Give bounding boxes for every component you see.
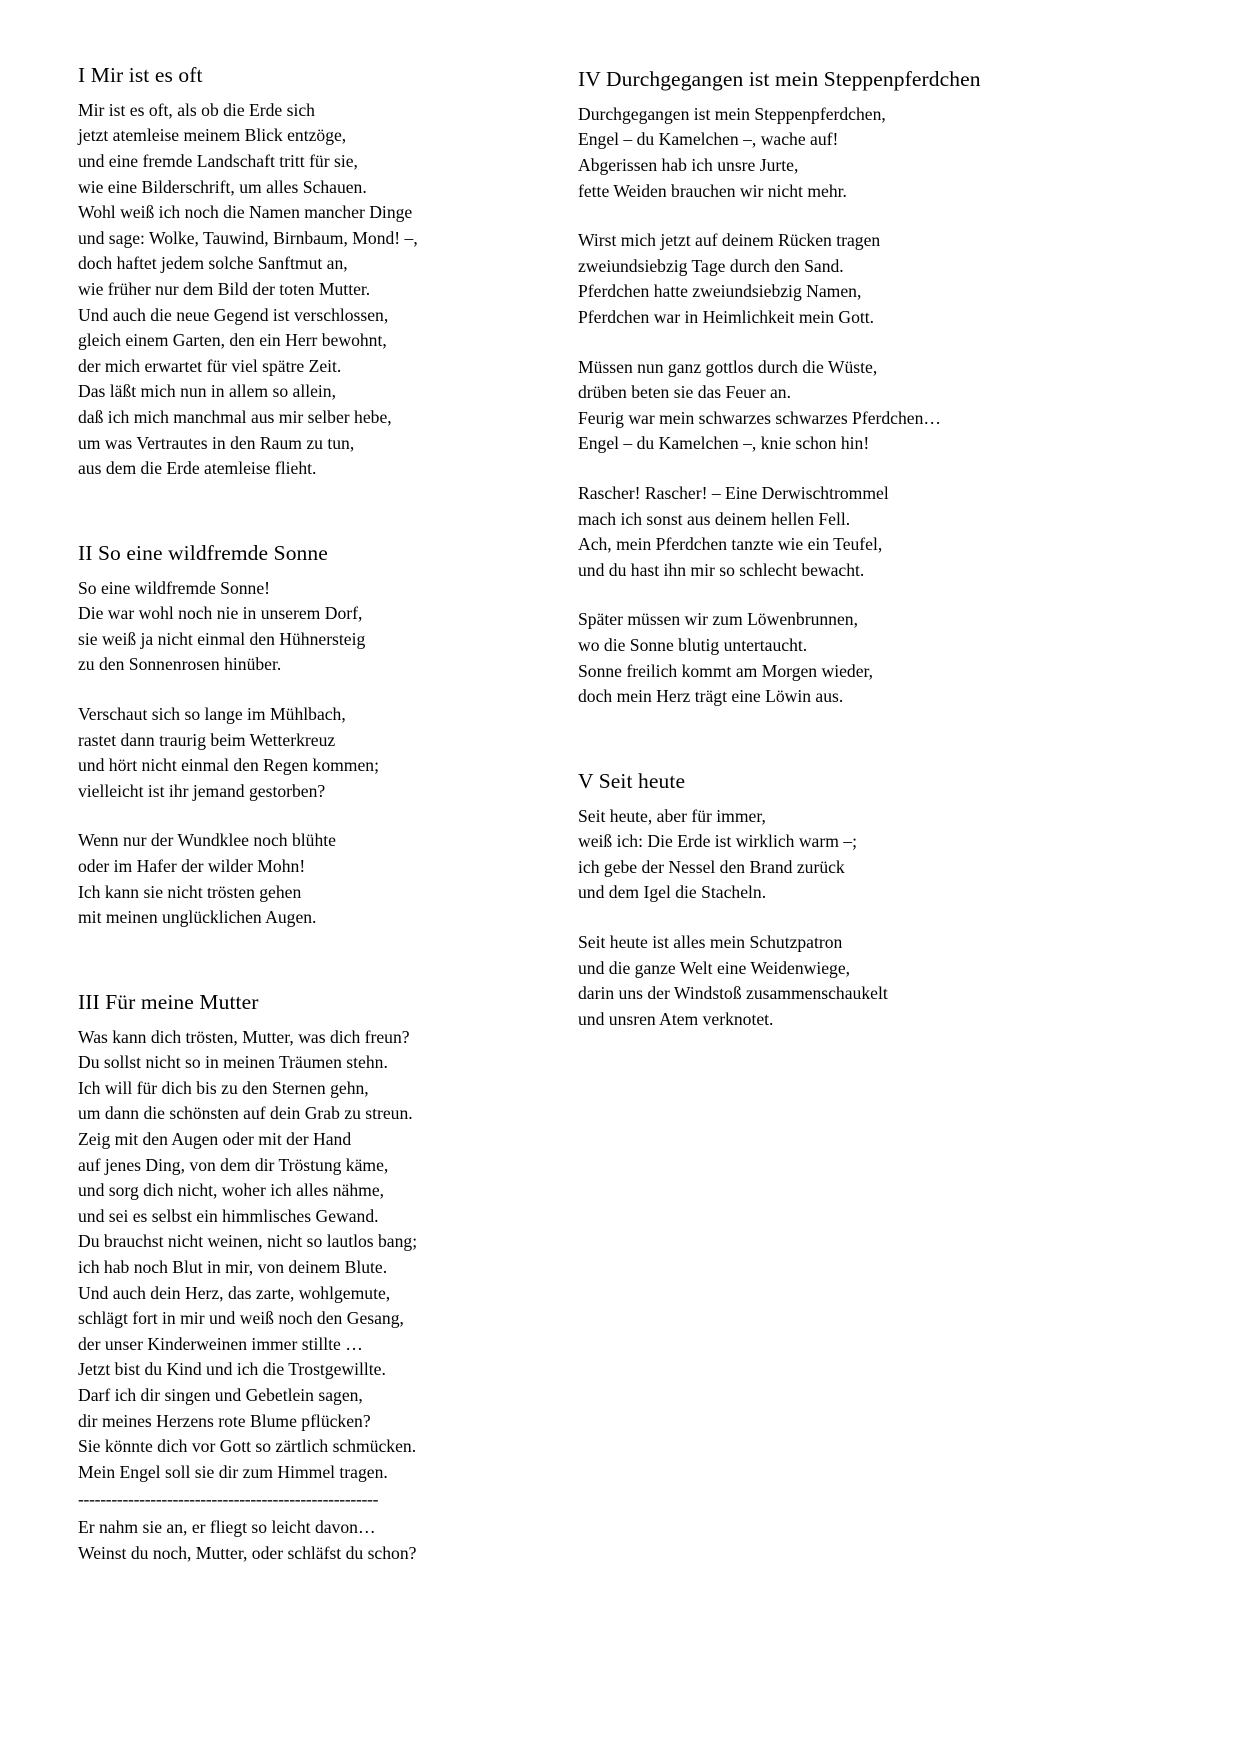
column-right <box>578 62 1018 1032</box>
poem-line: Engel – du Kamelchen –, knie schon hin! <box>578 433 870 454</box>
poem-line: rastet dann traurig beim Wetterkreuz <box>78 729 336 750</box>
stanza <box>578 607 1018 709</box>
dashed-divider: ------------------------------------------------------ <box>78 1489 379 1510</box>
poem-title: V Seit heute <box>578 768 686 793</box>
poem-line: wie früher nur dem Bild der toten Mutter. <box>78 279 371 300</box>
poem-line: Jetzt bist du Kind und ich die Trostgewillte. <box>78 1359 386 1380</box>
poem-line: oder im Hafer der wilder Mohn! <box>78 856 306 876</box>
poem-line: darin uns der Windstoß zusammenschaukelt <box>578 983 888 1004</box>
poem-line: Pferdchen war in Heimlichkeit mein Gott. <box>578 307 875 328</box>
poem-line: Wohl weiß ich noch die Namen mancher Dinge <box>78 202 413 223</box>
poem-line: Seit heute, aber für immer, <box>578 805 766 826</box>
poem-columns <box>78 62 1168 1566</box>
stanza <box>578 102 1018 204</box>
poem-line: Müssen nun ganz gottlos durch die Wüste, <box>578 356 878 377</box>
stanza-coda <box>78 1515 478 1566</box>
poem-line: zweiundsiebzig Tage durch den Sand. <box>578 255 844 276</box>
poem-line: der mich erwartet für viel spätre Zeit. <box>78 355 342 376</box>
poem-line: Weinst du noch, Mutter, oder schläfst du schon? <box>78 1542 417 1563</box>
poem-line: Ich will für dich bis zu den Sternen gehn, <box>78 1077 369 1098</box>
poem-line: wo die Sonne blutig untertaucht. <box>578 634 808 655</box>
poem-line: dir meines Herzens rote Blume pflücken? <box>78 1410 371 1431</box>
poem-line: Seit heute ist alles mein Schutzpatron <box>578 932 843 952</box>
poem-line: und sei es selbst ein himmlisches Gewand. <box>78 1205 379 1226</box>
poem-line: doch haftet jedem solche Sanftmut an, <box>78 253 348 274</box>
poem-line: Rascher! Rascher! – Eine Derwischtrommel <box>578 483 889 503</box>
poem <box>78 989 478 1566</box>
poem-line: doch mein Herz trägt eine Löwin aus. <box>578 686 844 707</box>
poem-line: fette Weiden brauchen wir nicht mehr. <box>578 180 847 201</box>
poem-line: und eine fremde Landschaft tritt für sie, <box>78 151 358 172</box>
stanza <box>578 804 1018 906</box>
poem-line: und sage: Wolke, Tauwind, Birnbaum, Mond! –, <box>78 227 418 248</box>
poem <box>78 540 478 931</box>
poem-line: gleich einem Garten, den ein Herr bewohnt, <box>78 330 387 351</box>
poem-line: Ich kann sie nicht trösten gehen <box>78 881 302 902</box>
poem-line: So eine wildfremde Sonne! <box>78 577 271 598</box>
poem-line: um dann die schönsten auf dein Grab zu streun. <box>78 1103 413 1124</box>
poem-line: ich gebe der Nessel den Brand zurück <box>578 856 845 877</box>
poem-line: Verschaut sich so lange im Mühlbach, <box>78 704 346 725</box>
poem-line: Und auch dein Herz, das zarte, wohlgemute, <box>78 1282 391 1303</box>
poem-line: Wenn nur der Wundklee noch blühte <box>78 830 336 851</box>
poem-line: wie eine Bilderschrift, um alles Schauen. <box>78 176 367 197</box>
poem-line: Die war wohl noch nie in unserem Dorf, <box>78 603 363 624</box>
poem-line: Und auch die neue Gegend ist verschlossen, <box>78 304 389 325</box>
stanza <box>78 98 478 482</box>
poem-line: Was kann dich trösten, Mutter, was dich freun? <box>78 1026 410 1047</box>
poem-line: Darf ich dir singen und Gebetlein sagen, <box>78 1384 363 1405</box>
poem-line: Später müssen wir zum Löwenbrunnen, <box>578 609 858 630</box>
poem-line: drüben beten sie das Feuer an. <box>578 382 792 403</box>
poem-title: I Mir ist es oft <box>78 63 203 87</box>
stanza <box>78 702 478 804</box>
poem-line: Sonne freilich kommt am Morgen wieder, <box>578 660 874 681</box>
poem-line: Pferdchen hatte zweiundsiebzig Namen, <box>578 281 862 302</box>
stanza <box>578 228 1018 330</box>
poem-line: Das läßt mich nun in allem so allein, <box>78 381 336 402</box>
poem-line: und unsren Atem verknotet. <box>578 1008 774 1029</box>
poem-line: aus dem die Erde atemleise flieht. <box>78 458 317 479</box>
poem <box>578 768 1018 1033</box>
poem-line: jetzt atemleise meinem Blick entzöge, <box>78 125 347 146</box>
poem-line: Mir ist es oft, als ob die Erde sich <box>78 99 315 120</box>
poem-line: schlägt fort in mir und weiß noch den Gesang, <box>78 1308 404 1329</box>
stanza <box>578 481 1018 583</box>
poem-line: und sorg dich nicht, woher ich alles nähme, <box>78 1180 385 1201</box>
stanza <box>78 576 478 678</box>
poem-line: um was Vertrautes in den Raum zu tun, <box>78 432 355 453</box>
poem-line: Du sollst nicht so in meinen Träumen stehn. <box>78 1052 388 1073</box>
poem-line: auf jenes Ding, von dem dir Tröstung käme, <box>78 1154 389 1175</box>
column-left <box>78 62 478 1566</box>
poem-title: IV Durchgegangen ist mein Steppenpferdchen <box>578 67 981 91</box>
poem-line: sie weiß ja nicht einmal den Hühnersteig <box>78 628 366 649</box>
poem <box>78 62 478 482</box>
poem-line: Mein Engel soll sie dir zum Himmel tragen. <box>78 1461 388 1482</box>
poem-line: Er nahm sie an, er fliegt so leicht davon… <box>78 1516 376 1537</box>
poem-line: weiß ich: Die Erde ist wirklich warm –; <box>578 831 857 852</box>
stanza <box>78 828 478 930</box>
poem-line: Zeig mit den Augen oder mit der Hand <box>78 1129 352 1150</box>
poem-title: III Für meine Mutter <box>78 989 259 1014</box>
poem-line: vielleicht ist ihr jemand gestorben? <box>78 780 326 801</box>
poem-line: Abgerissen hab ich unsre Jurte, <box>578 155 799 176</box>
stanza <box>578 930 1018 1032</box>
poem-line: und die ganze Welt eine Weidenwiege, <box>578 957 851 978</box>
poem-line: Sie könnte dich vor Gott so zärtlich schmücken. <box>78 1436 417 1457</box>
poem-line: mit meinen unglücklichen Augen. <box>78 907 317 928</box>
poem-line: und dem Igel die Stacheln. <box>578 882 767 903</box>
poem-line: der unser Kinderweinen immer stillte … <box>78 1333 363 1354</box>
poem-title: II So eine wildfremde Sonne <box>78 540 328 565</box>
poem-line: und hört nicht einmal den Regen kommen; <box>78 755 379 776</box>
poem-line: daß ich mich manchmal aus mir selber hebe, <box>78 407 392 427</box>
poem-line: mach ich sonst aus deinem hellen Fell. <box>578 508 851 529</box>
poem-line: Durchgegangen ist mein Steppenpferdchen, <box>578 103 886 124</box>
poem-line: Feurig war mein schwarzes schwarzes Pferdchen… <box>578 407 941 428</box>
poem <box>578 66 1018 710</box>
stanza <box>78 1025 478 1486</box>
poem-line: Engel – du Kamelchen –, wache auf! <box>578 129 839 150</box>
poem-line: zu den Sonnenrosen hinüber. <box>78 654 282 675</box>
poem-line: und du hast ihn mir so schlecht bewacht. <box>578 559 865 580</box>
poem-line: Ach, mein Pferdchen tanzte wie ein Teufel, <box>578 534 883 555</box>
poem-line: Wirst mich jetzt auf deinem Rücken tragen <box>578 230 881 251</box>
stanza <box>578 355 1018 457</box>
poem-line: Du brauchst nicht weinen, nicht so lautlos bang; <box>78 1231 418 1252</box>
poem-line: ich hab noch Blut in mir, von deinem Blute. <box>78 1257 388 1277</box>
